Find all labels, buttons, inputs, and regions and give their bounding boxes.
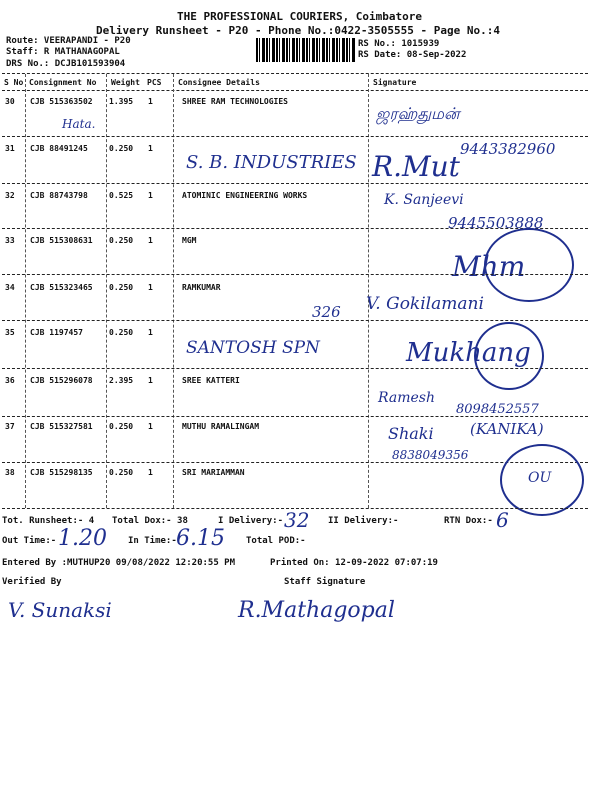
route: Route: VEERAPANDI - P20: [6, 36, 131, 46]
col-sno: S No: [4, 78, 24, 87]
drs-number: DRS No.: DCJB101593904: [6, 59, 126, 69]
in-time-value: 6.15: [176, 526, 225, 551]
staff-signature: R.Mathagopal: [238, 598, 395, 623]
row-sno: 36: [5, 376, 15, 385]
col-signature: Signature: [373, 78, 417, 87]
row-consignment: CJB 1197457: [30, 328, 83, 337]
row35-consignee-handwriting: SANTOSH SPN: [186, 338, 320, 358]
row-pcs: 1: [148, 236, 153, 245]
rtn-dox-value: 6: [496, 508, 509, 532]
row31-consignee-handwriting: S. B. INDUSTRIES: [186, 152, 357, 173]
printed-on: Printed On: 12-09-2022 07:07:19: [270, 558, 438, 568]
row31-signature: R.Mut: [372, 150, 460, 183]
row33-signature: Mhm: [452, 250, 526, 283]
row37-signature: Shaki: [388, 424, 434, 443]
row-sno: 35: [5, 328, 15, 337]
row32-signature: K. Sanjeevi: [384, 192, 464, 208]
row30-signature: ஜரஹ்துமன்: [376, 104, 460, 123]
row36-phone: 8098452557: [456, 402, 539, 417]
row-weight: 1.395: [109, 97, 134, 106]
verified-by-label: Verified By: [2, 577, 62, 587]
row-weight: 0.250: [109, 283, 134, 292]
row-consignment: CJB 515296078: [30, 376, 93, 385]
row-sno: 30: [5, 97, 15, 106]
row37-name: (KANIKA): [470, 420, 544, 438]
runsheet-title: Delivery Runsheet - P20 - Phone No.:0422-3505555 - Page No.:4: [96, 24, 500, 37]
staff-signature-label: Staff Signature: [284, 577, 366, 587]
verified-by-signature: V. Sunaksi: [8, 598, 112, 622]
row-pcs: 1: [148, 328, 153, 337]
col-consignee: Consignee Details: [178, 78, 260, 87]
row37-phone: 8838049356: [392, 448, 469, 462]
ii-delivery-label: II Delivery:-: [328, 516, 399, 526]
row-weight: 0.250: [109, 468, 134, 477]
col-pcs: PCS: [147, 78, 162, 87]
row-consignee: MUTHU RAMALINGAM: [182, 422, 260, 431]
row-sno: 32: [5, 191, 15, 200]
col-weight: Weight: [111, 78, 140, 87]
row-consignee: MGM: [182, 236, 197, 245]
total-dox: Total Dox:- 38: [112, 516, 188, 526]
rs-date: RS Date: 08-Sep-2022: [358, 50, 467, 60]
row34-handwritten-number: 326: [312, 303, 341, 321]
tot-runsheet: Tot. Runsheet:- 4: [2, 516, 95, 526]
row-pcs: 1: [148, 97, 153, 106]
col-consignment: Consignment No: [29, 78, 97, 87]
row-sno: 31: [5, 144, 15, 153]
out-time-value: 1.20: [58, 526, 107, 551]
row-consignment: CJB 515363502: [30, 97, 93, 106]
row-pcs: 1: [148, 191, 153, 200]
row-sno: 38: [5, 468, 15, 477]
row-pcs: 1: [148, 376, 153, 385]
row-pcs: 1: [148, 422, 153, 431]
row38-signature: OU: [528, 470, 552, 486]
row-consignment: CJB 515323465: [30, 283, 93, 292]
row-weight: 0.250: [109, 328, 134, 337]
rtn-dox-label: RTN Dox:-: [444, 516, 493, 526]
row-consignment: CJB 515308631: [30, 236, 93, 245]
row-consignment: CJB 88743798: [30, 191, 88, 200]
out-time-label: Out Time:-: [2, 536, 57, 546]
row31-phone: 9443382960: [460, 140, 556, 158]
row-weight: 2.395: [109, 376, 134, 385]
row-weight: 0.525: [109, 191, 134, 200]
row34-signature: V. Gokilamani: [366, 294, 484, 314]
total-pod-label: Total POD:-: [246, 536, 306, 546]
row-sno: 34: [5, 283, 15, 292]
i-delivery-value: 32: [284, 508, 310, 532]
row-weight: 0.250: [109, 236, 134, 245]
staff: Staff: R MATHANAGOPAL: [6, 47, 120, 57]
row-consignee: SHREE RAM TECHNOLOGIES: [182, 97, 288, 106]
row30-handwriting: Hata.: [62, 117, 96, 131]
row-consignee: SRI MARIAMMAN: [182, 468, 245, 477]
row-sno: 33: [5, 236, 15, 245]
row-sno: 37: [5, 422, 15, 431]
row-weight: 0.250: [109, 144, 134, 153]
row-consignee: ATOMINIC ENGINEERING WORKS: [182, 191, 308, 200]
i-delivery-label: I Delivery:-: [218, 516, 284, 526]
row-pcs: 1: [148, 283, 153, 292]
row-consignee: SREE KATTERI: [182, 376, 240, 385]
rs-number: RS No.: 1015939: [358, 39, 440, 49]
in-time-label: In Time:-: [128, 536, 177, 546]
barcode: [256, 38, 356, 62]
company-name: THE PROFESSIONAL COURIERS, Coimbatore: [177, 10, 423, 23]
entered-by: Entered By :MUTHUP20 09/08/2022 12:20:55 PM: [2, 558, 235, 568]
row35-signature: Mukhang: [406, 338, 531, 368]
row32-phone: 9445503888: [448, 214, 544, 232]
row-consignment: CJB 515298135: [30, 468, 93, 477]
row-pcs: 1: [148, 144, 153, 153]
row-consignee: RAMKUMAR: [182, 283, 221, 292]
row36-signature: Ramesh: [378, 390, 435, 406]
row-weight: 0.250: [109, 422, 134, 431]
row-consignment: CJB 515327581: [30, 422, 93, 431]
row-consignment: CJB 88491245: [30, 144, 88, 153]
row-pcs: 1: [148, 468, 153, 477]
